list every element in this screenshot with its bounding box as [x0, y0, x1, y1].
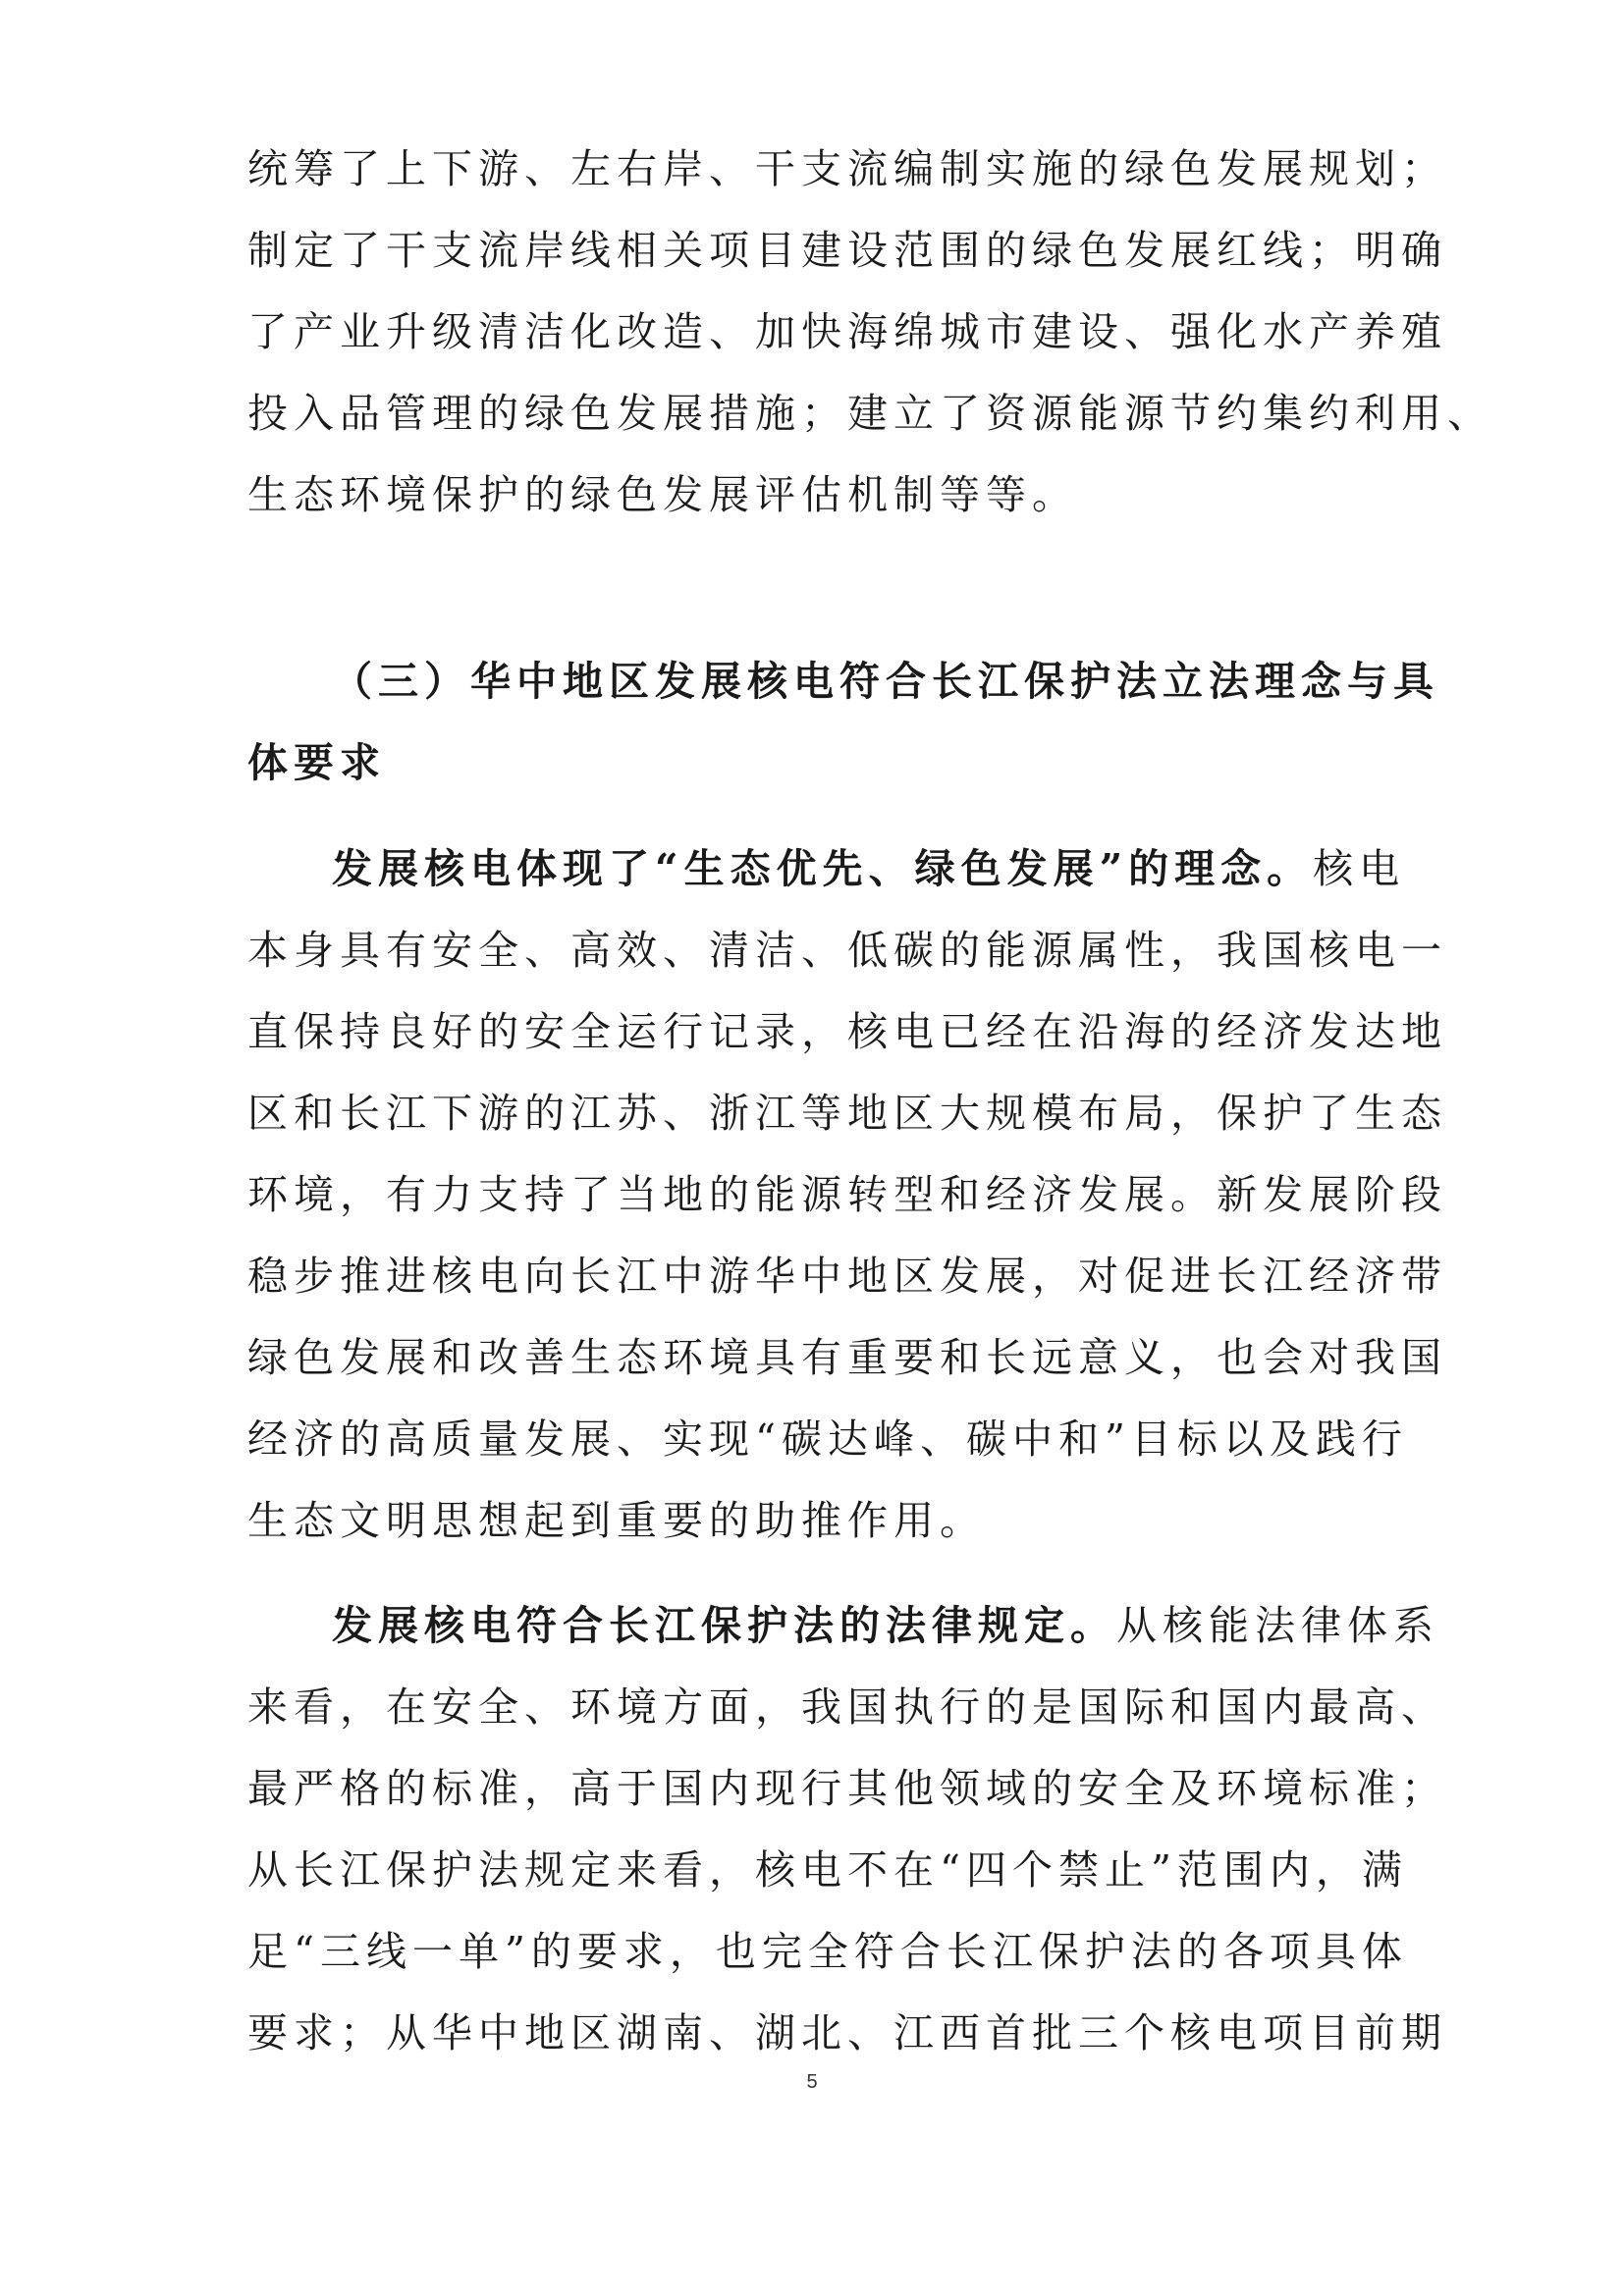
paragraph-2-line-4: 区和长江下游的江苏、浙江等地区大规模布局，保护了生态 [247, 1090, 1447, 1137]
paragraph-3-line-4: 从长江保护法规定来看，核电不在“四个禁止”范围内，满 [247, 1846, 1408, 1894]
paragraph-2-line-2: 本身具有安全、高效、清洁、低碳的能源属性，我国核电一 [247, 927, 1447, 974]
paragraph-2-line-5: 环境，有力支持了当地的能源转型和经济发展。新发展阶段 [247, 1171, 1447, 1218]
paragraph-2-lead-rest: 核电 [1313, 845, 1406, 892]
paragraph-1-line-4: 投入品管理的绿色发展措施；建立了资源能源节约集约利用、 [247, 390, 1493, 437]
section-heading-line-2: 体要求 [247, 739, 386, 786]
paragraph-3-line-3: 最严格的标准，高于国内现行其他领域的安全及环境标准； [247, 1765, 1447, 1812]
paragraph-1-line-3: 了产业升级清洁化改造、加快海绵城市建设、强化水产养殖 [247, 308, 1447, 355]
paragraph-3-line-5: 足“三线一单”的要求，也完全符合长江保护法的各项具体 [247, 1928, 1408, 1975]
paragraph-3-lead-bold: 发展核电符合长江保护法的法律规定。 [332, 1602, 1116, 1649]
paragraph-2-line-7: 绿色发展和改善生态环境具有重要和长远意义，也会对我国 [247, 1334, 1447, 1381]
paragraph-1-line-2: 制定了干支流岸线相关项目建设范围的绿色发展红线；明确 [247, 227, 1447, 274]
paragraph-2-line-1 [332, 828, 1490, 909]
paragraph-3-line-2: 来看，在安全、环境方面，我国执行的是国际和国内最高、 [247, 1683, 1447, 1731]
paragraph-3-line-6: 要求；从华中地区湖南、湖北、江西首批三个核电项目前期 [247, 2009, 1447, 2056]
paragraph-2-line-9: 生态文明思想起到重要的助推作用。 [247, 1497, 986, 1544]
paragraph-2-lead-bold: 发展核电体现了“生态优先、绿色发展”的理念。 [332, 845, 1314, 892]
paragraph-3-line-1 [332, 1585, 1490, 1666]
page-number: 5 [806, 2071, 818, 2093]
paragraph-1-line-1: 统筹了上下游、左右岸、干支流编制实施的绿色发展规划； [247, 145, 1447, 192]
paragraph-1-line-5: 生态环境保护的绿色发展评估机制等等。 [247, 471, 1078, 518]
paragraph-2-line-8: 经济的高质量发展、实现“碳达峰、碳中和”目标以及践行 [247, 1415, 1408, 1463]
paragraph-3-lead-rest: 从核能法律体系 [1116, 1602, 1439, 1649]
paragraph-2-line-6: 稳步推进核电向长江中游华中地区发展，对促进长江经济带 [247, 1253, 1447, 1300]
paragraph-2-line-3: 直保持良好的安全运行记录，核电已经在沿海的经济发达地 [247, 1008, 1447, 1055]
section-heading-line-1: （三）华中地区发展核电符合长江保护法立法理念与具 [332, 658, 1439, 705]
